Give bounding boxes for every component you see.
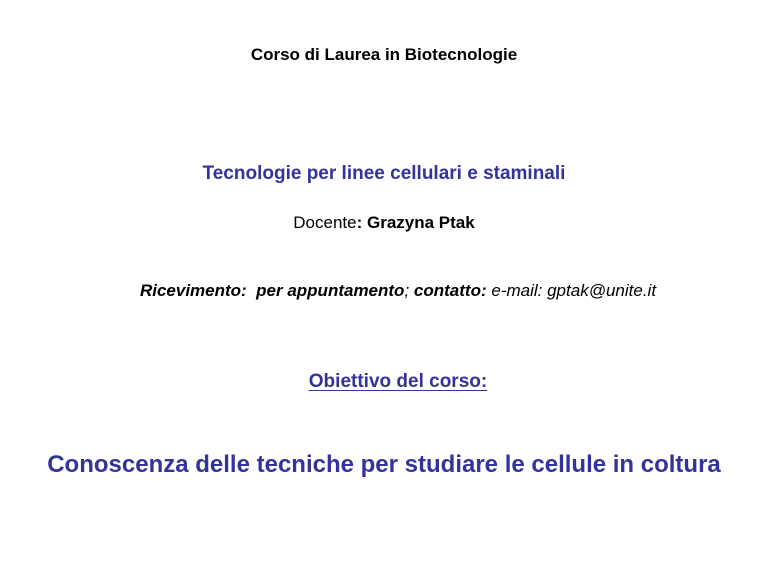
- reception-label: Ricevimento:: [139, 281, 247, 300]
- objective-text: Conoscenza delle tecniche per studiare le cellule in coltura: [47, 451, 721, 478]
- course-degree: Corso di Laurea in Biotecnologie: [250, 45, 518, 64]
- reception-separator: ;: [404, 281, 410, 300]
- teacher-name: Grazyna Ptak: [366, 213, 475, 232]
- teacher-label: Docente: [293, 213, 357, 232]
- contact-value: e-mail: gptak@unite.it: [491, 281, 657, 300]
- objective-heading: [14, 372, 768, 391]
- objective-heading-text: Obiettivo del corso:: [308, 371, 488, 392]
- reception-value: per appuntamento: [256, 281, 405, 300]
- reception-line: [14, 282, 768, 299]
- teacher-line: [0, 214, 768, 231]
- contact-label: contatto:: [413, 281, 487, 300]
- teacher-separator: :: [356, 213, 367, 232]
- course-title: Tecnologie per linee cellulari e staminali: [202, 163, 566, 184]
